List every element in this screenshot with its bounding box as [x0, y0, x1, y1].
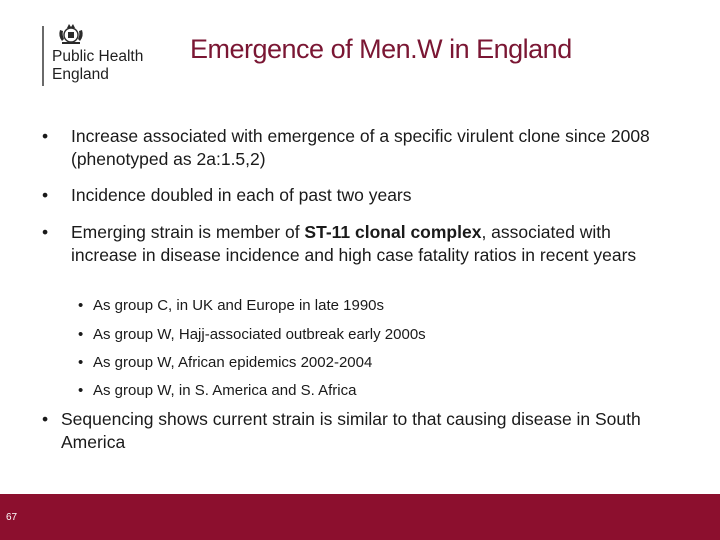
sub-bullet-marker: • — [78, 382, 84, 399]
bullet-marker: • — [42, 126, 49, 146]
sub-bullet-item — [78, 325, 678, 345]
sub-bullet-marker: • — [78, 354, 84, 371]
sub-bullet-marker: • — [78, 326, 84, 343]
sub-bullet-text: As group C, in UK and Europe in late 1990s — [93, 297, 385, 314]
bullet-text: Sequencing shows current strain is similar to that causing disease in South America — [61, 409, 641, 452]
logo-line-1: Public Health — [52, 48, 144, 65]
bullet-item — [42, 184, 652, 207]
bullet-text-end: , associated with increase in disease incidence and high case fatality ratios in recent years — [71, 222, 637, 265]
bullet-text: Increase associated with emergence of a specific virulent clone since 2008 (phenotyped as 2a:1.5,2) — [71, 126, 650, 169]
page-number: 67 — [6, 512, 18, 523]
footer-bar — [0, 494, 720, 540]
slide-title: Emergence of Men.W in England — [190, 34, 572, 64]
bullet-item — [42, 125, 652, 171]
sub-bullet-text: As group W, Hajj-associated outbreak early 2000s — [93, 326, 426, 343]
sub-bullet-item — [78, 296, 678, 316]
bullet-text-start: Emerging strain is member of — [71, 222, 305, 242]
bullet-item — [42, 408, 682, 454]
bullet-text: Incidence doubled in each of past two years — [71, 185, 412, 205]
logo-line-2: England — [52, 66, 109, 83]
bullet-marker: • — [42, 409, 49, 429]
bullet-item — [42, 221, 652, 267]
bullet-text-bold: ST-11 clonal complex — [304, 222, 482, 242]
sub-bullet-item — [78, 353, 678, 373]
sub-bullet-text: As group W, African epidemics 2002-2004 — [93, 354, 373, 371]
bullet-marker: • — [42, 185, 49, 205]
bullet-marker: • — [42, 222, 49, 242]
sub-bullet-text: As group W, in S. America and S. Africa — [93, 382, 357, 399]
sub-bullet-marker: • — [78, 297, 84, 314]
sub-bullet-item — [78, 381, 678, 401]
bullet-text — [71, 221, 652, 267]
